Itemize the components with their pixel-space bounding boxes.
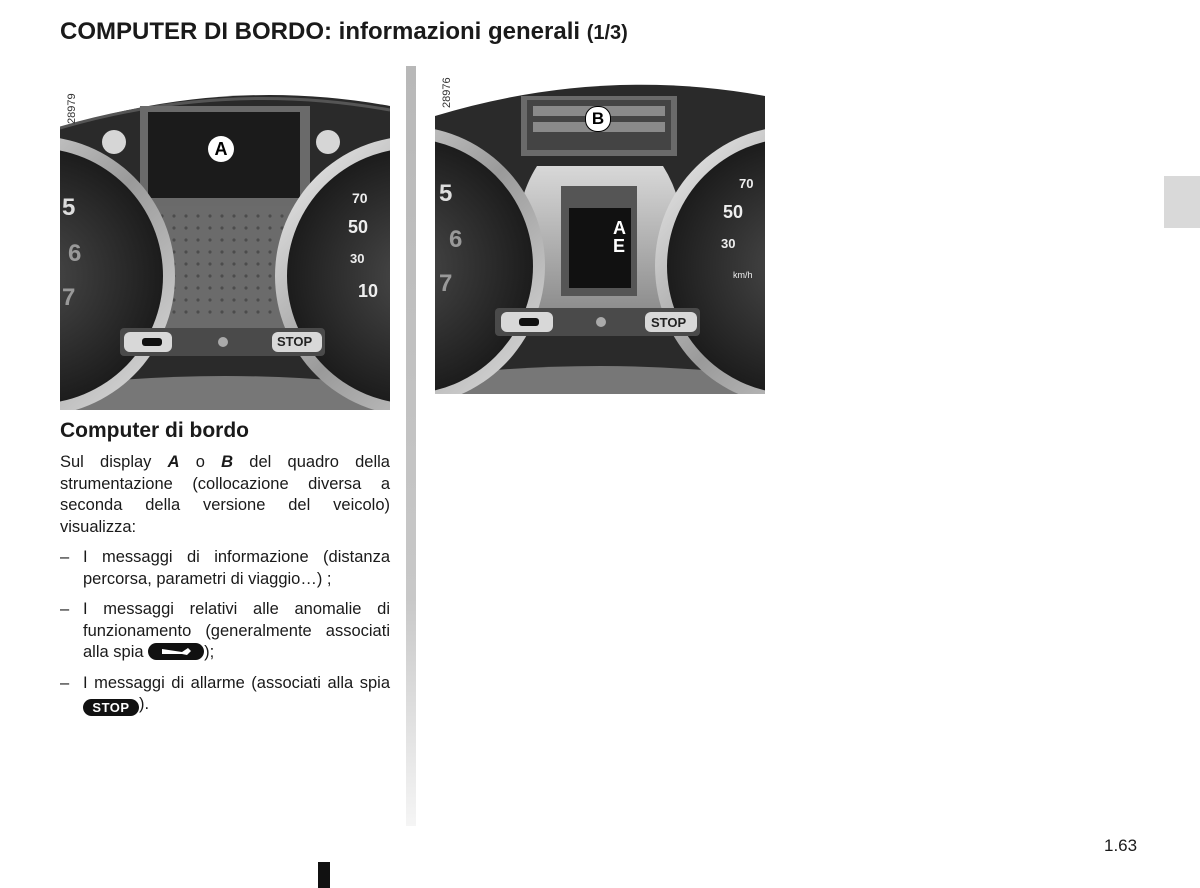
list-dash: – bbox=[60, 548, 70, 566]
list-dash: – bbox=[60, 600, 70, 618]
page-tab-marker bbox=[1164, 176, 1200, 228]
fuel-icon bbox=[316, 130, 340, 154]
section-body bbox=[60, 452, 390, 725]
stop-button-label: STOP bbox=[277, 334, 313, 349]
rpm-label-7: 7 bbox=[62, 284, 76, 311]
page-title-part: (1/3) bbox=[586, 22, 628, 44]
display-letter-a: A bbox=[613, 218, 626, 238]
page-number: 1.63 bbox=[1104, 836, 1138, 855]
intro-text-1: Sul display bbox=[60, 453, 168, 471]
list-item bbox=[60, 547, 390, 590]
intro-text-2: o bbox=[179, 453, 222, 471]
intro-display-b: B bbox=[221, 453, 234, 471]
wrench-icon-b bbox=[519, 318, 539, 326]
speed-b-label-50: 50 bbox=[723, 202, 744, 222]
coolant-temp-icon bbox=[102, 130, 126, 154]
rpm-label-5: 5 bbox=[62, 194, 76, 221]
figure-b-code: 28976 bbox=[441, 77, 453, 108]
intro-paragraph bbox=[60, 452, 390, 538]
figure-b-instrument-cluster bbox=[435, 66, 765, 394]
intro-display-a: A bbox=[167, 453, 180, 471]
stop-warning-icon: STOP bbox=[83, 699, 139, 716]
intro-text-3: del quadro della strumentazione (collocazione diversa a seconda della versione del veicolo) visualizza: bbox=[60, 453, 390, 536]
page-title-main: COMPUTER DI BORDO: informazioni generali bbox=[60, 18, 581, 45]
list-item-text-end: ). bbox=[139, 695, 150, 713]
column-divider bbox=[406, 66, 416, 826]
callout-b: B bbox=[585, 106, 611, 132]
cluster-a-illustration bbox=[60, 66, 390, 410]
speed-unit: km/h bbox=[733, 270, 753, 280]
display-letter-e: E bbox=[613, 236, 626, 256]
print-mark bbox=[318, 862, 330, 888]
page-title bbox=[60, 18, 628, 46]
list-item bbox=[60, 599, 390, 664]
figure-a-code: 28979 bbox=[66, 93, 78, 124]
stop-button-b-label: STOP bbox=[651, 315, 687, 330]
list-item bbox=[60, 673, 390, 717]
speed-label-50: 50 bbox=[348, 217, 369, 237]
speed-label-30: 30 bbox=[350, 251, 365, 266]
callout-a: A bbox=[208, 136, 234, 162]
list-item-text: I messaggi di allarme (associati alla spia bbox=[83, 673, 390, 692]
rpm-b-label-6: 6 bbox=[449, 226, 463, 253]
list-item-text: I messaggi di informazione (distanza percorsa, parametri di viaggio…) ; bbox=[83, 548, 390, 588]
rpm-b-label-5: 5 bbox=[439, 180, 453, 207]
speed-b-label-70: 70 bbox=[739, 176, 754, 191]
rpm-b-label-7: 7 bbox=[439, 270, 453, 297]
list-item-text: I messaggi relativi alle anomalie di funzionamento (generalmente associati alla spia bbox=[83, 600, 390, 661]
wrench-icon bbox=[148, 643, 204, 660]
figure-a-instrument-cluster bbox=[60, 66, 390, 410]
speed-label-10: 10 bbox=[358, 281, 379, 301]
list-dash: – bbox=[60, 673, 70, 692]
speed-label-70: 70 bbox=[352, 190, 368, 206]
speed-b-label-30: 30 bbox=[721, 236, 736, 251]
list-item-text-end: ); bbox=[204, 643, 215, 661]
message-list bbox=[60, 547, 390, 716]
wrench-icon bbox=[142, 338, 162, 346]
section-heading: Computer di bordo bbox=[60, 419, 249, 442]
rpm-label-6: 6 bbox=[68, 240, 82, 267]
